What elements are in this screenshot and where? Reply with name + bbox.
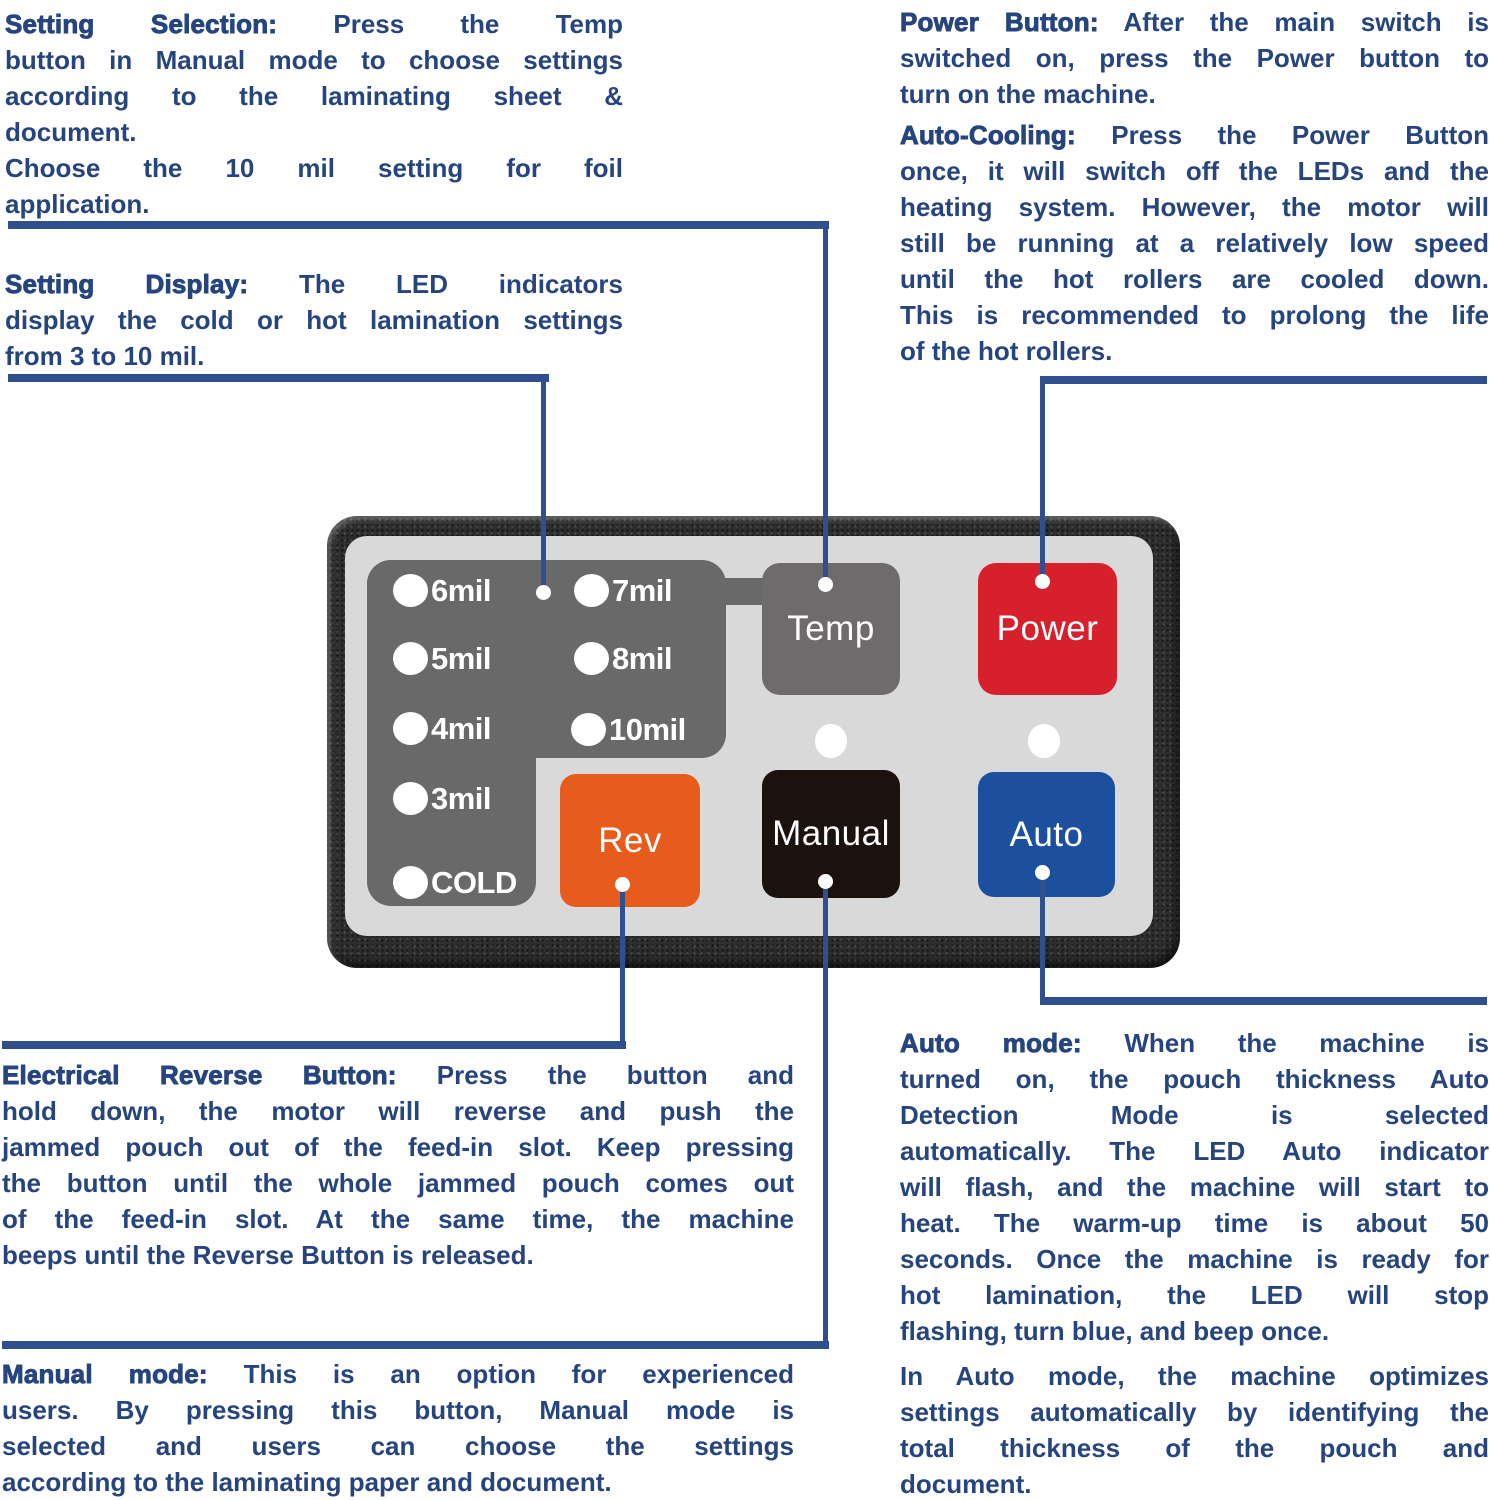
led-cold [393,866,428,899]
connector-setting-selection-h [8,221,829,229]
power-anchor-dot [1035,574,1050,589]
text-line: heat. The warm-up time is about 50 [900,1208,1489,1238]
annotation-heading: Setting Selection: [5,9,278,39]
text-line: Auto mode: When the machine is [900,1028,1490,1058]
text-line: Manual mode: This is an option for experienced [2,1359,794,1389]
text-line: Auto-Cooling: Press the Power Button [900,120,1489,150]
led-3mil [393,782,428,815]
text-block-setting-display [5,266,623,374]
led-label-8mil: 8mil [612,641,673,676]
text-line: Setting Selection: Press the Temp [5,9,623,39]
rev-button [560,774,700,907]
text-block-manual-mode [2,1356,794,1500]
text-line: from 3 to 10 mil. [5,341,205,371]
text-line: flashing, turn blue, and beep once. [900,1316,1330,1346]
text-line: Power Button: After the main switch is [900,7,1489,37]
connector-auto-mode-v [1040,873,1045,1005]
text-line: This is recommended to prolong the life [900,300,1489,330]
connector-auto-cooling-v [1040,384,1045,582]
text-line: users. By pressing this button, Manual mode is [2,1395,794,1425]
text-line: of the hot rollers. [900,336,1113,366]
connector-auto-mode-h [1040,997,1487,1005]
led-label-3mil: 3mil [431,781,492,816]
manual-anchor-dot [818,874,833,889]
manual-indicator-led [815,724,847,758]
led-6mil [393,574,428,607]
text-line: hot lamination, the LED will stop [900,1280,1489,1310]
connector-manual-mode-v [823,882,828,1349]
text-line: heating system. However, the motor will [900,192,1489,222]
annotation-heading: Auto-Cooling: [900,120,1076,150]
text-line: automatically. The LED Auto indicator [900,1136,1489,1166]
annotation-heading: Manual mode: [2,1359,208,1389]
connector-electrical-reverse-v [620,885,625,1049]
text-line: Choose the 10 mil setting for foil [5,153,623,183]
led-label-10mil: 10mil [609,712,686,747]
manual-button-label: Manual [772,814,890,853]
power-button-label: Power [996,609,1099,648]
text-block-setting-selection [5,6,623,222]
text-block-auto-mode-2 [900,1358,1489,1500]
annotation-heading: Auto mode: [900,1028,1082,1058]
text-block-electrical-reverse [2,1057,794,1273]
text-line: until the hot rollers are cooled down. [900,264,1489,294]
text-line: In Auto mode, the machine optimizes [900,1361,1489,1391]
connector-electrical-reverse-h [2,1041,626,1049]
text-line: switched on, press the Power button to [900,43,1489,73]
text-line: settings automatically by identifying the [900,1397,1489,1427]
rev-anchor-dot [615,877,630,892]
text-line: the button until the whole jammed pouch comes out [2,1168,794,1198]
text-line: turn on the machine. [900,79,1156,109]
led-label-cold: COLD [431,865,517,900]
temp-anchor-dot [818,577,833,592]
led-label-5mil: 5mil [431,641,492,676]
text-line: beeps until the Reverse Button is released. [2,1240,534,1270]
text-line: display the cold or hot lamination settings [5,305,623,335]
led-area-anchor-dot [536,585,551,600]
text-line: according to the laminating sheet & [5,81,623,111]
connector-auto-cooling-h [1040,376,1487,384]
led-8mil [574,642,609,675]
text-line: document. [5,117,137,147]
led-5mil [393,642,428,675]
text-line: button in Manual mode to choose settings [5,45,623,75]
text-line: application. [5,189,150,219]
text-line: still be running at a relatively low speed [900,228,1489,258]
led-7mil [574,574,609,607]
text-line: once, it will switch off the LEDs and the [900,156,1489,186]
text-block-auto-mode [900,1025,1489,1349]
connector-setting-display-h [8,374,549,382]
annotation-heading: Power Button: [900,7,1099,37]
text-line: Detection Mode is selected [900,1100,1489,1130]
text-line: selected and users can choose the settings [2,1431,794,1461]
connector-manual-mode-h [2,1341,829,1349]
text-line: according to the laminating paper and document. [2,1467,612,1497]
auto-anchor-dot [1035,865,1050,880]
annotation-heading: Electrical Reverse Button: [2,1060,397,1090]
text-block-power-button [900,4,1489,112]
auto-button-label: Auto [1009,814,1084,854]
text-line: Electrical Reverse Button: Press the button and [2,1060,794,1090]
led-area-bridge [716,578,766,605]
led-label-4mil: 4mil [431,711,492,746]
led-10mil [571,713,606,746]
text-line: document. [900,1469,1032,1499]
text-block-auto-cooling [900,117,1489,369]
text-line: jammed pouch out of the feed-in slot. Keep pressing [2,1132,794,1162]
connector-setting-display-v [541,382,546,593]
connector-setting-selection-v [823,229,828,585]
text-line: hold down, the motor will reverse and push the [2,1096,794,1126]
temp-button-label: Temp [787,609,875,648]
annotation-heading: Setting Display: [5,269,249,299]
text-line: seconds. Once the machine is ready for [900,1244,1489,1274]
text-line: of the feed-in slot. At the same time, the machine [2,1204,794,1234]
text-line: total thickness of the pouch and [900,1433,1489,1463]
text-line: Setting Display: The LED indicators [5,269,623,299]
text-line: will flash, and the machine will start to [900,1172,1489,1202]
rev-button-label: Rev [598,820,662,860]
auto-indicator-led [1028,724,1060,758]
led-4mil [393,712,428,745]
text-line: turned on, the pouch thickness Auto [900,1064,1489,1094]
led-label-6mil: 6mil [431,573,492,608]
led-label-7mil: 7mil [612,573,673,608]
